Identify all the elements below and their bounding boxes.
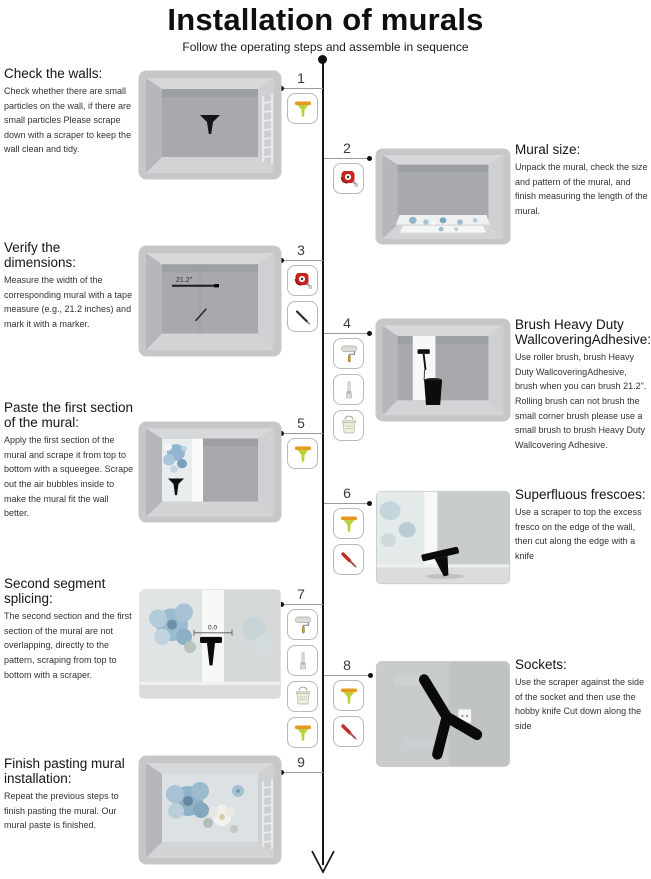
step-7-number: 7 (297, 586, 305, 602)
step-9-body: Repeat the previous steps to finish pasting the mural. Our mural paste is finished. (4, 791, 119, 831)
step-6-number: 6 (343, 485, 351, 501)
step-8-body: Use the scraper against the side of the socket and then use the hobby knife Cut down along the side (515, 677, 645, 731)
step-4-number: 4 (343, 315, 351, 331)
step-2-title: Mural size: (515, 142, 581, 157)
step-5-number: 5 (297, 415, 305, 431)
step-2-body: Unpack the mural, check the size and pattern of the mural, and finish measuring the length of the mural. (515, 162, 648, 216)
step-9-figure-finished-mural (138, 755, 282, 865)
step-6-title: Superfluous frescoes: (515, 487, 646, 502)
step-1-title: Check the walls: (4, 66, 103, 81)
step-5-title: Paste the first section of the mural: (4, 400, 134, 431)
step-3-title: Verify the dimensions: (4, 240, 77, 271)
step-8-title: Sockets: (515, 657, 567, 672)
step-1-number: 1 (297, 70, 305, 86)
step-3-body: Measure the width of the corresponding mural with a tape measure (e.g., 21.2 inches) and mark it with a marker. (4, 275, 133, 329)
step-9-text (4, 756, 135, 833)
step-2-number: 2 (343, 140, 351, 156)
step-9-connector-line (283, 772, 323, 773)
step-9-number: 9 (297, 754, 305, 770)
measure-label: 21.2" (176, 277, 193, 285)
step-4-title: Brush Heavy Duty WallcoveringAdhesive: (515, 317, 651, 348)
step-7-body: The second section and the first section of the mural are not overlapping, directly to the pattern, scraping from top to bottom with a scraper. (4, 611, 132, 680)
step-6-body: Use a scraper to top the excess fresco on the edge of the wall, then cut along the edge with a knife (515, 507, 642, 561)
page-subtitle: Follow the operating steps and assemble in sequence (182, 40, 469, 54)
seam-gap-label: 0.0 (208, 624, 218, 632)
step-1-body: Check whether there are small particles on the wall, if there are small particles Please scrape down with a scraper to keep the wall clean and tidy. (4, 86, 132, 155)
step-4-body: Use roller brush, brush Heavy Duty WallcoveringAdhesive, brush when you can brush 21.2". Rolling brush can not brush the small corner brush please use a small brush to brush Heavy Duty Wallcovering Adhesive. (515, 352, 647, 450)
step-8-number: 8 (343, 657, 351, 673)
step-5-body: Apply the first section of the mural and scrape it from top to bottom with a squeegee. Scrape out the air bubbles inside to make the mural fit the wall better. (4, 435, 134, 519)
step-9-title: Finish pasting mural installation: (4, 756, 125, 787)
step-3-number: 3 (297, 242, 305, 258)
step-7-title: Second segment splicing: (4, 576, 106, 607)
page-title: Installation of murals (167, 2, 484, 37)
